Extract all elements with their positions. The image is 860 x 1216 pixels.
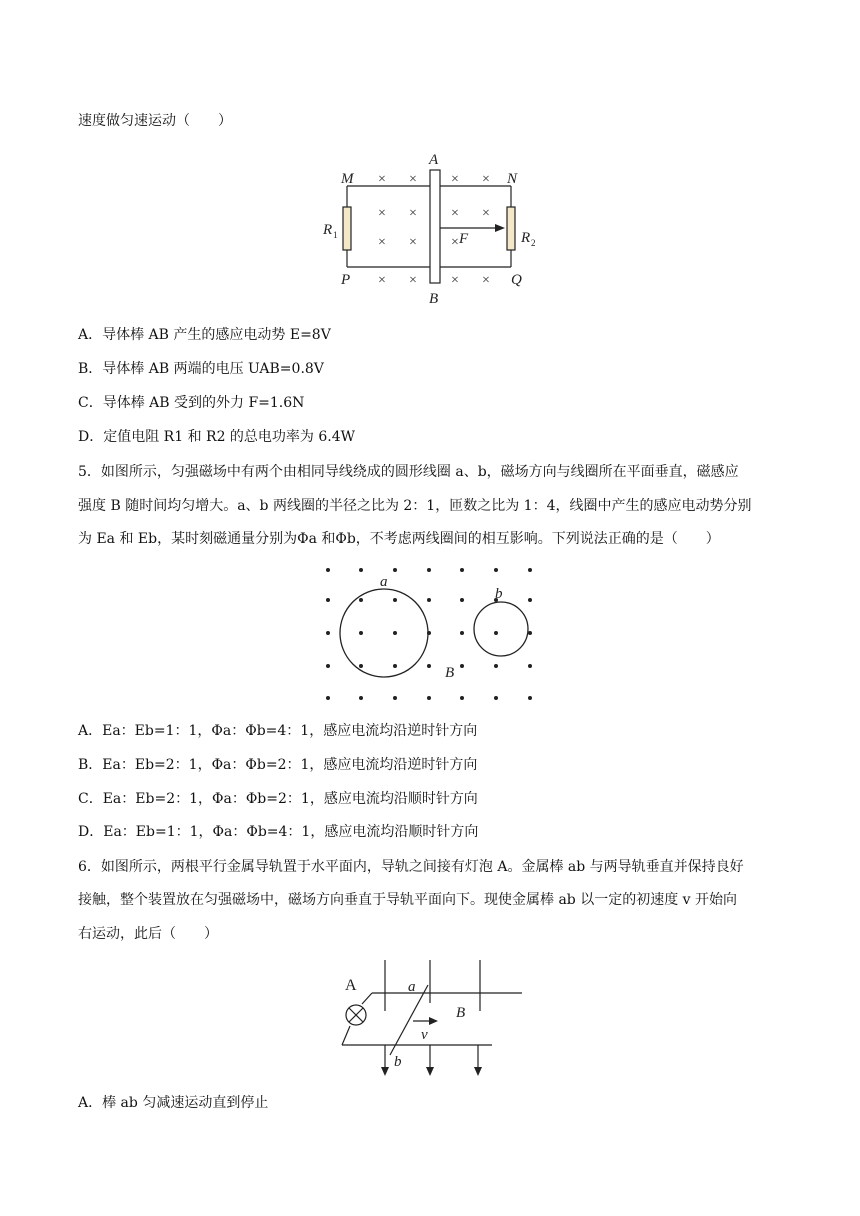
cross-mark: ×	[482, 172, 490, 187]
label-A: A	[429, 152, 439, 168]
field-dot	[359, 631, 363, 635]
question-intro: 速度做匀速运动（ ）	[78, 113, 232, 129]
field-dot	[528, 568, 532, 572]
cross-mark: ×	[409, 273, 417, 288]
coil-figure-q5	[318, 560, 548, 705]
cross-mark: ×	[451, 172, 459, 187]
label-v: v	[421, 1027, 428, 1043]
label-R1-sub: 1	[333, 230, 338, 240]
q5-stem-line3: 为 Ea 和 Eb，某时刻磁通量分别为Φa 和Φb，不考虑两线圈间的相互影响。下列说法正确的是（ ）	[78, 531, 720, 547]
field-dot	[326, 696, 330, 700]
cross-mark: ×	[378, 235, 386, 250]
field-dot	[528, 631, 532, 635]
label-F: F	[459, 231, 469, 247]
cross-mark: ×	[451, 206, 459, 221]
field-dot	[326, 664, 330, 668]
label-B: B	[456, 1005, 466, 1021]
q5-stem-line2: 强度 B 随时间均匀增大。a、b 两线圈的半径之比为 2：1，匝数之比为 1：4，线圈中产生的感应电动势分别	[78, 498, 752, 514]
label-Q: Q	[511, 272, 522, 288]
q5-option-a: A．Ea：Eb=1：1，Φa：Φb=4：1，感应电流均沿逆时针方向	[78, 723, 478, 739]
q4-option-c: C．导体棒 AB 受到的外力 F=1.6N	[78, 395, 305, 411]
field-dot	[427, 664, 431, 668]
field-dot	[460, 696, 464, 700]
field-dot	[427, 568, 431, 572]
label-b: b	[394, 1054, 402, 1070]
field-dot	[427, 598, 431, 602]
field-dot	[528, 598, 532, 602]
label-N: N	[507, 171, 518, 187]
label-b: b	[495, 586, 503, 602]
field-dot	[494, 568, 498, 572]
q6-stem-line3: 右运动，此后（ ）	[78, 926, 218, 942]
field-dot	[460, 598, 464, 602]
label-R1: R	[323, 222, 333, 238]
field-dot	[460, 568, 464, 572]
cross-mark: ×	[482, 206, 490, 221]
cross-mark: ×	[482, 273, 490, 288]
field-dot	[528, 696, 532, 700]
q6-stem-line1: 6．如图所示，两根平行金属导轨置于水平面内，导轨之间接有灯泡 A。金属棒 ab 与两导轨垂直并保持良好	[78, 859, 744, 875]
label-a: a	[408, 979, 416, 995]
field-dot	[393, 696, 397, 700]
field-dot	[494, 631, 498, 635]
label-R2-sub: 2	[531, 238, 536, 248]
field-dot	[359, 664, 363, 668]
field-dot	[326, 631, 330, 635]
cross-mark: ×	[378, 206, 386, 221]
q5-stem-line1: 5．如图所示，匀强磁场中有两个由相同导线绕成的圆形线圈 a、b，磁场方向与线圈所在平面垂直，磁感应	[78, 464, 739, 480]
rail-figure-q6	[330, 955, 530, 1080]
label-P: P	[341, 272, 351, 288]
circuit-figure-q4	[315, 150, 555, 310]
cross-mark: ×	[451, 235, 459, 250]
q5-option-d: D．Ea：Eb=1：1，Φa：Φb=4：1，感应电流均沿顺时针方向	[78, 824, 479, 840]
lamp-label-A: A	[345, 977, 357, 994]
field-dot	[359, 598, 363, 602]
field-dot	[494, 696, 498, 700]
field-dot	[528, 664, 532, 668]
field-dot	[359, 568, 363, 572]
q4-option-a: A．导体棒 AB 产生的感应电动势 E=8V	[78, 327, 331, 343]
cross-mark: ×	[409, 172, 417, 187]
field-dot	[460, 664, 464, 668]
label-M: M	[341, 171, 354, 187]
field-dot	[393, 631, 397, 635]
field-dot	[359, 696, 363, 700]
cross-mark: ×	[409, 206, 417, 221]
q4-option-b: B．导体棒 AB 两端的电压 UAB=0.8V	[78, 361, 324, 377]
field-dot	[326, 568, 330, 572]
field-dot	[393, 598, 397, 602]
cross-mark: ×	[409, 235, 417, 250]
field-dot	[494, 664, 498, 668]
label-a: a	[380, 574, 388, 590]
q4-option-d: D．定值电阻 R1 和 R2 的总电功率为 6.4W	[78, 429, 356, 445]
cross-mark: ×	[451, 273, 459, 288]
field-dot	[393, 664, 397, 668]
cross-mark: ×	[378, 273, 386, 288]
cross-mark: ×	[378, 172, 386, 187]
field-dot	[393, 568, 397, 572]
q5-option-b: B．Ea：Eb=2：1，Φa：Φb=2：1，感应电流均沿逆时针方向	[78, 757, 478, 773]
field-dot	[427, 696, 431, 700]
field-dot	[460, 631, 464, 635]
q5-option-c: C．Ea：Eb=2：1，Φa：Φb=2：1，感应电流均沿顺时针方向	[78, 791, 478, 807]
label-B: B	[429, 291, 439, 307]
label-B: B	[445, 665, 455, 681]
field-dot	[326, 598, 330, 602]
q6-option-a: A．棒 ab 匀减速运动直到停止	[78, 1095, 269, 1111]
q6-stem-line2: 接触，整个装置放在匀强磁场中，磁场方向垂直于导轨平面向下。现使金属棒 ab 以一定的初速度 v 开始向	[78, 892, 738, 908]
label-R2: R	[521, 230, 531, 246]
